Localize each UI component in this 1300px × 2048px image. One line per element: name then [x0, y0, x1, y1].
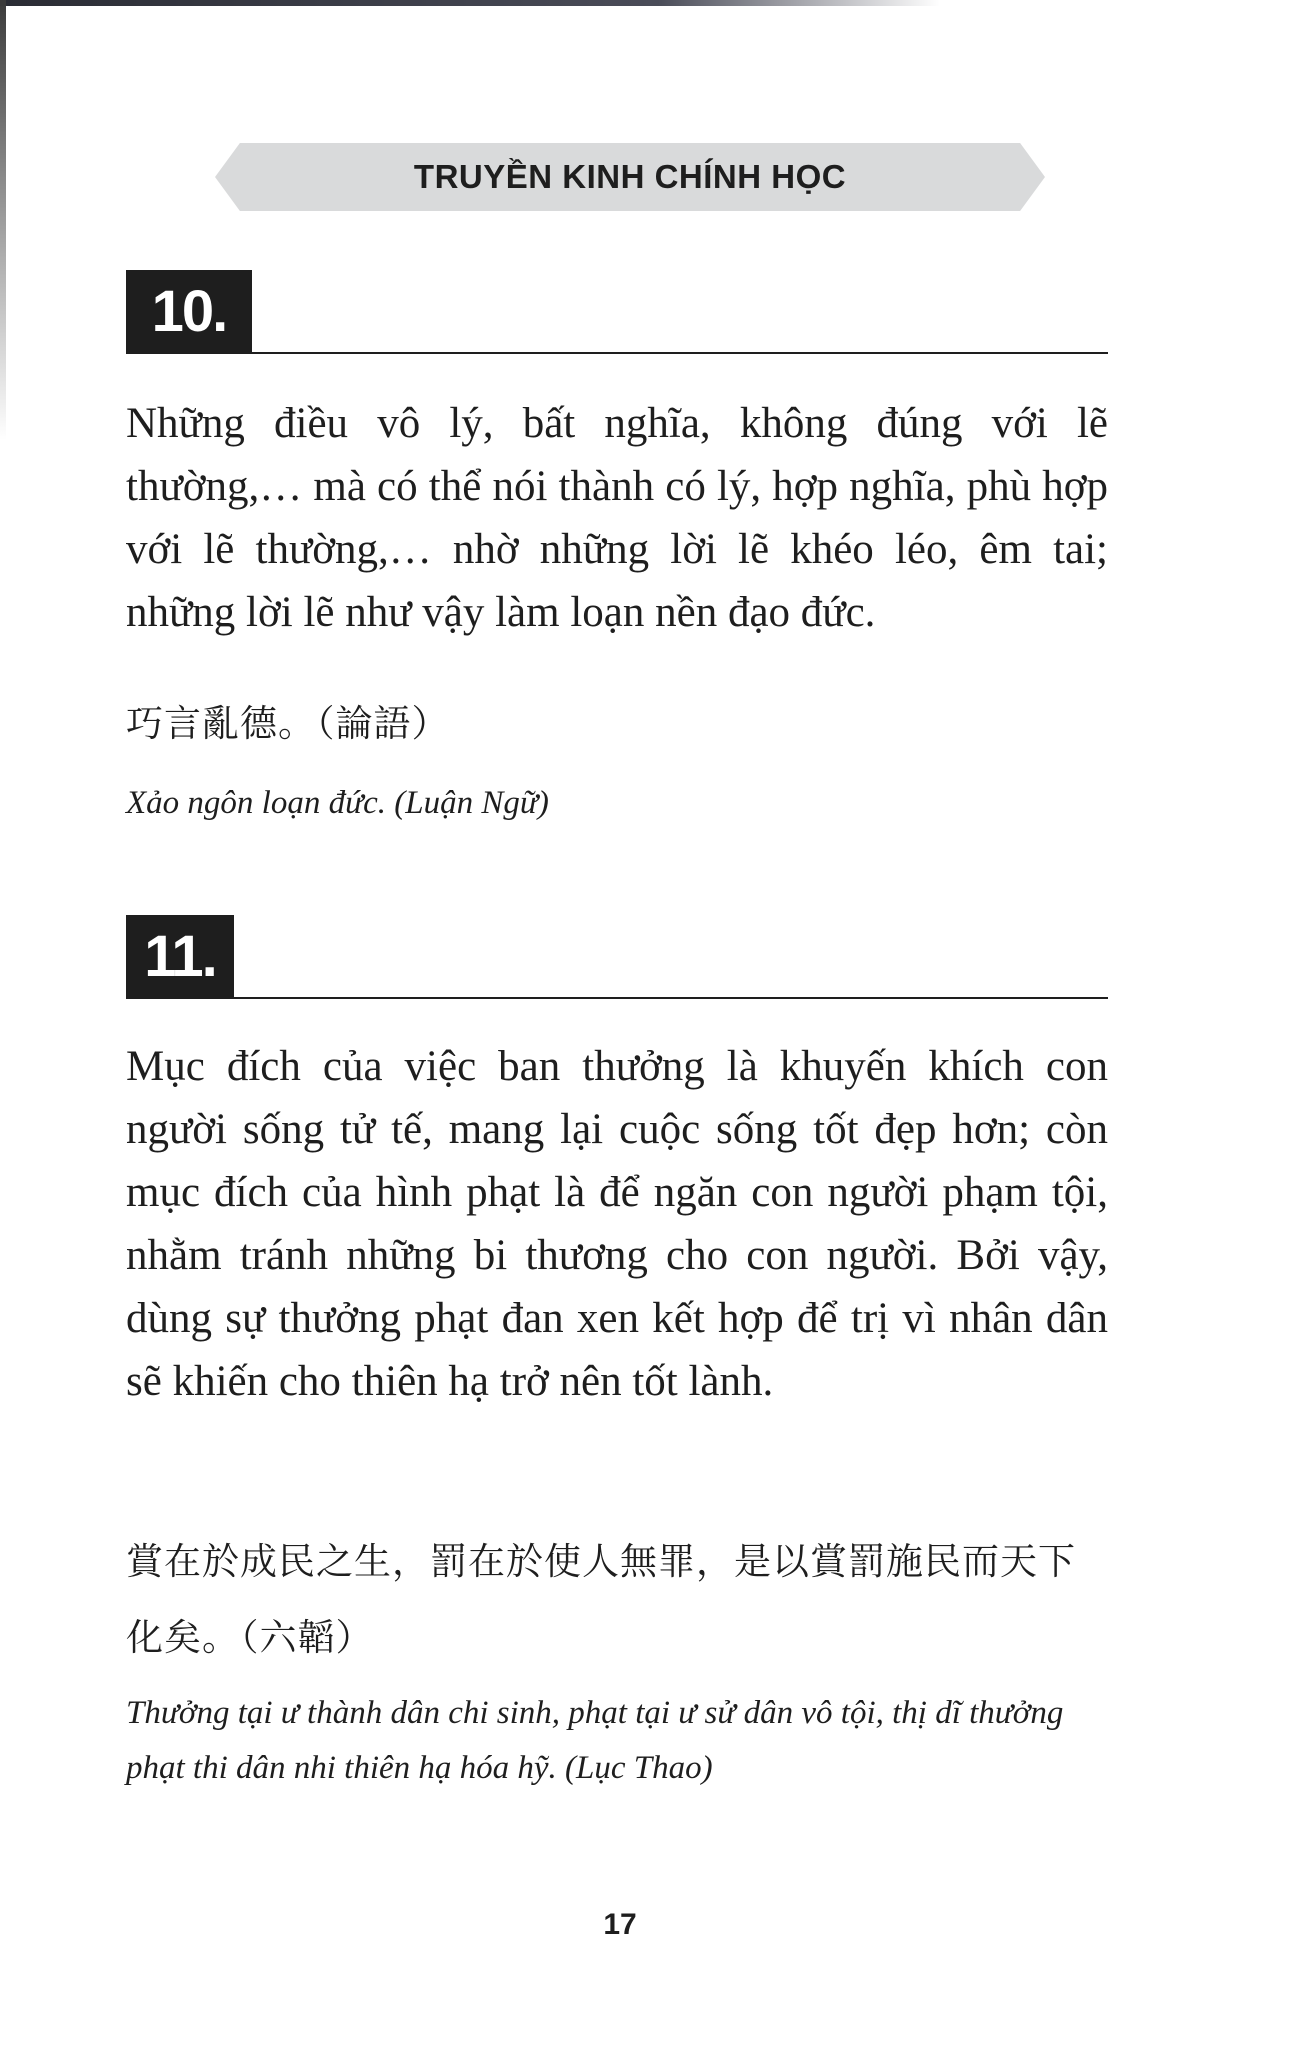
page-left-edge-shadow — [0, 0, 6, 440]
section-rule-10 — [252, 352, 1108, 354]
page-top-edge-shadow — [0, 0, 940, 6]
section-11-transliteration: Thưởng tại ư thành dân chi sinh, phạt tại ư sử dân vô tội, thị dĩ thưởng phạt thi dân nhi thiên hạ hóa hỹ. (Lục Thao) — [126, 1695, 1064, 1786]
page-number: 17 — [603, 1908, 637, 1941]
section-rule-11 — [234, 997, 1108, 999]
section-number-11: 11. — [126, 915, 234, 999]
running-header: TRUYỀN KINH CHÍNH HỌC — [413, 158, 847, 195]
section-11-chinese-quote: 賞在於成民之生，罰在於使人無罪，是以賞罰施民而天下化矣。（六韜） — [126, 1540, 1076, 1659]
section-10-chinese-quote: 巧言亂德。（論語） — [126, 702, 450, 745]
section-10-body: Những điều vô lý, bất nghĩa, không đúng với lẽ thường,… mà có thể nói thành có lý, hợp nghĩa, phù hợp với lẽ thường,… nhờ những lời lẽ khéo léo, êm tai; những lời lẽ như vậy làm loạn nền đạo đức. — [126, 400, 1108, 636]
section-number-10: 10. — [126, 270, 252, 354]
section-11-body: Mục đích của việc ban thưởng là khuyến khích con người sống tử tế, mang lại cuộc sống tốt đẹp hơn; còn mục đích của hình phạt là để ngăn con người phạm tội, nhằm tránh những bi thương cho con người. Bởi vậy, dùng sự thưởng phạt đan xen kết hợp để trị vì nhân dân sẽ khiến cho thiên hạ trở nên tốt lành. — [126, 1043, 1108, 1405]
section-10-transliteration: Xảo ngôn loạn đức. (Luận Ngữ) — [126, 785, 549, 821]
